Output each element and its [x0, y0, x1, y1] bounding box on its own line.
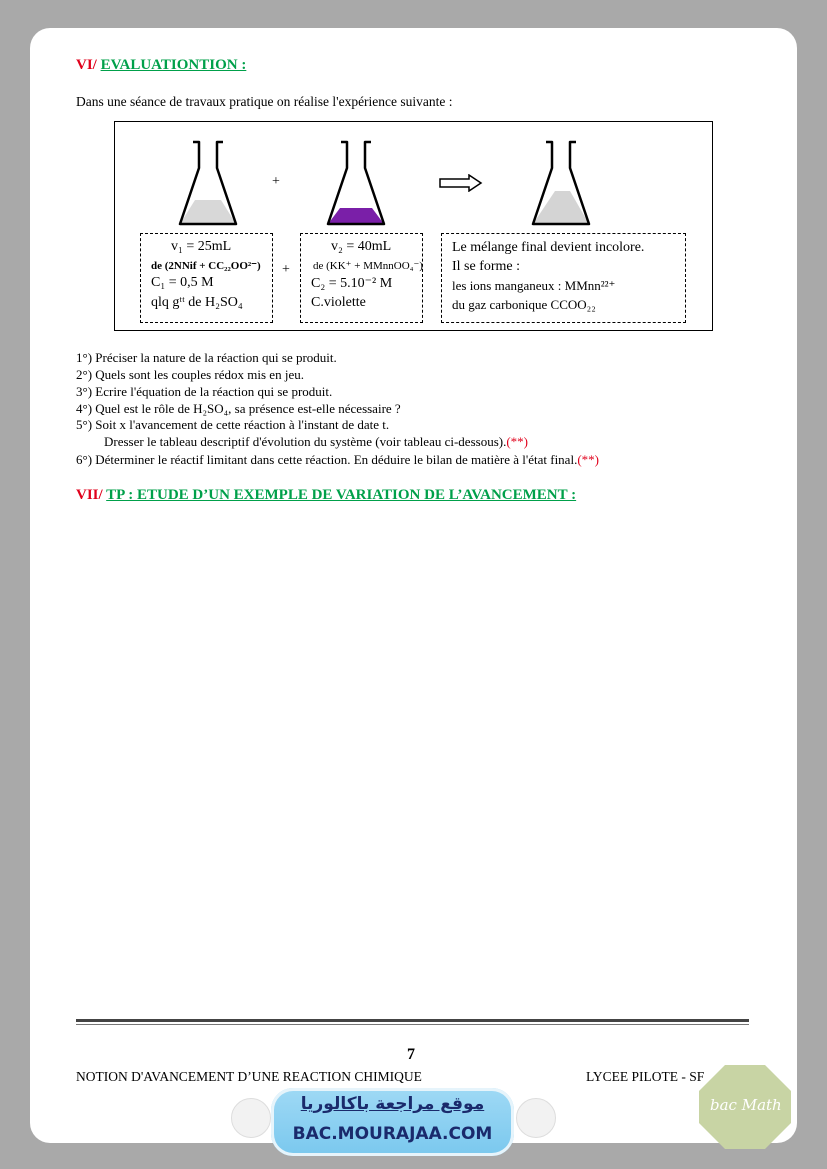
question-5-task-text: Dresser le tableau descriptif d'évolution du système (voir tableau ci-dessous). — [104, 434, 507, 449]
flask-3-icon — [528, 138, 594, 230]
question-4: 4°) Quel est le rôle de H₂SO₄, sa présence est-elle nécessaire ? — [76, 401, 401, 416]
solution-2-box — [300, 233, 423, 323]
question-6-text: 6°) Déterminer le réactif limitant dans cette réaction. En déduire le bilan de matière à l'état final. — [76, 452, 578, 467]
footer-right: LYCEE PILOTE - SF — [586, 1069, 705, 1084]
question-5-task — [104, 434, 528, 451]
solution-1-acid: qlq gᵗᵗ de H₂SO₄ — [151, 295, 243, 310]
plus-sign-1: + — [272, 174, 280, 189]
flask-1-icon — [175, 138, 241, 230]
solution-1-formula: de (2NNif + CC₂₂OO²⁻) — [151, 260, 261, 272]
footer-left: NOTION D'AVANCEMENT D’UNE REACTION CHIMIQUE — [76, 1069, 422, 1084]
section-7-heading — [76, 487, 576, 504]
right-badge-icon — [516, 1098, 556, 1138]
intro-text: Dans une séance de travaux pratique on réalise l'expérience suivante : — [76, 94, 453, 109]
question-5: 5°) Soit x l'avancement de cette réaction à l'instant de date t. — [76, 417, 390, 432]
watermark-arabic: موقع مراجعة باكالوريا — [300, 1094, 485, 1114]
experiment-box — [114, 121, 713, 331]
section-6-title: EVALUATIONTION : — [100, 57, 247, 73]
solution-2-concentration: C₂ = 5.10⁻² M — [311, 276, 393, 291]
result-line-4: du gaz carbonique CCOO₂₂ — [452, 297, 596, 312]
page-number: 7 — [407, 1046, 415, 1063]
solution-2-formula: de (KK⁺ + MMnnOO₄⁻) — [313, 260, 423, 272]
question-6 — [76, 452, 599, 469]
question-3: 3°) Ecrire l'équation de la réaction qui se produit. — [76, 384, 333, 399]
result-line-3: les ions manganeux : MMnn²²⁺ — [452, 278, 616, 293]
footer-rule-thin — [76, 1024, 749, 1025]
result-box — [441, 233, 686, 323]
plus-sign-2: + — [282, 262, 290, 277]
flask-2-icon — [323, 138, 389, 230]
watermark-banner[interactable] — [271, 1088, 514, 1156]
section-6-number: VI/ — [76, 57, 97, 73]
question-2: 2°) Quels sont les couples rédox mis en jeu. — [76, 367, 304, 382]
solution-2-color: C.violette — [311, 295, 366, 310]
footer-rule — [76, 1019, 749, 1022]
left-badge-icon — [231, 1098, 271, 1138]
solution-2-volume: v₂ = 40mL — [331, 239, 392, 254]
section-7-number: VII/ — [76, 487, 103, 503]
result-line-1: Le mélange final devient incolore. — [452, 240, 645, 255]
solution-1-volume: v₁ = 25mL — [171, 239, 232, 254]
section-6-heading — [76, 57, 246, 74]
hollow-arrow-icon — [439, 174, 483, 192]
solution-1-box — [140, 233, 273, 323]
difficulty-marker-1: (**) — [506, 434, 529, 449]
section-7-title: TP : ETUDE D’UN EXEMPLE DE VARIATION DE L’AVANCEMENT : — [106, 487, 577, 503]
watermark-site: BAC.MOURAJAA.COM — [292, 1124, 493, 1144]
difficulty-marker-2: (**) — [577, 452, 599, 467]
question-1: 1°) Préciser la nature de la réaction qui se produit. — [76, 350, 337, 365]
result-line-2: Il se forme : — [452, 259, 521, 274]
logo-text: bac Math — [710, 1096, 782, 1114]
solution-1-concentration: C₁ = 0,5 M — [151, 275, 214, 290]
